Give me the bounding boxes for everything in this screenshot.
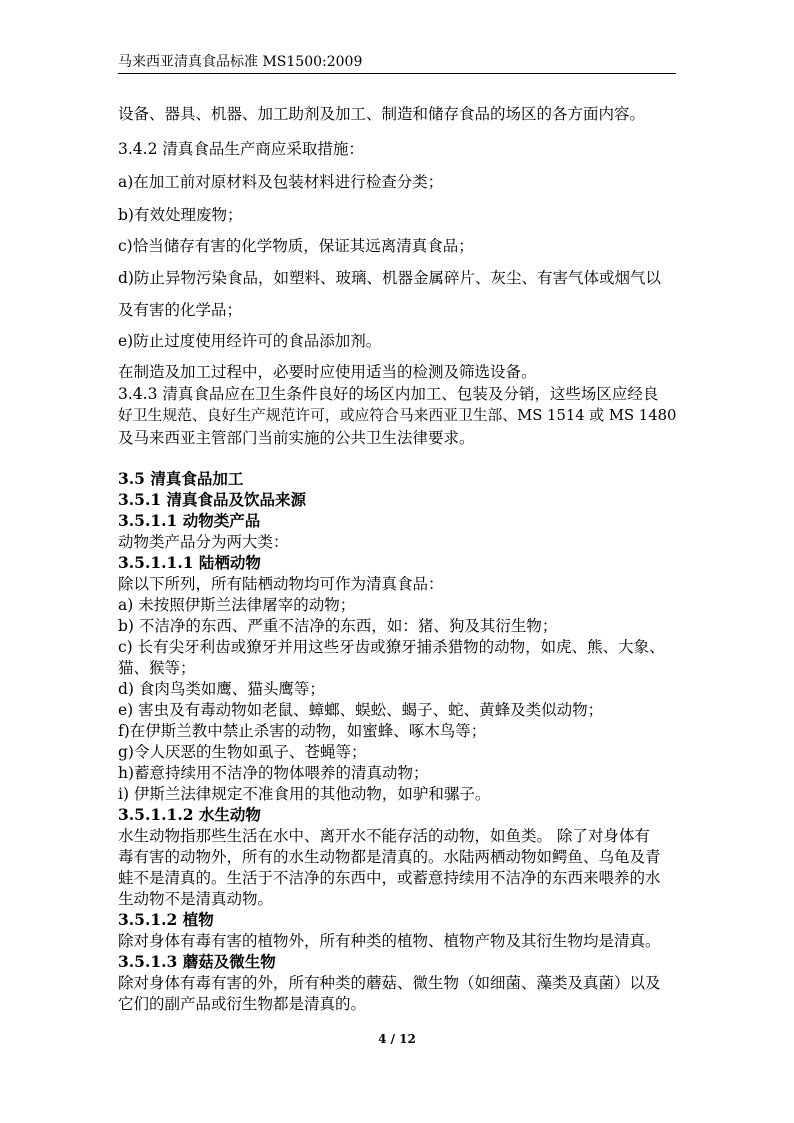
paragraph-line: 好卫生规范、良好生产规范许可，或应符合马来西亚卫生部、MS 1514 或 MS 1480	[118, 407, 677, 424]
heading-3-5-1: 3.5.1 清真食品及饮品来源	[118, 490, 307, 509]
list-item: c)恰当储存有害的化学物质，保证其远离清真食品；	[118, 237, 474, 255]
list-item: d) 食肉鸟类如鹰、猫头鹰等；	[118, 680, 325, 698]
list-item-continuation: 猫、猴等；	[118, 659, 196, 677]
heading-3-5-1-1-2: 3.5.1.1.2 水生动物	[118, 805, 261, 824]
paragraph-line: 设备、器具、机器、加工助剂及加工、制造和储存食品的场区的各方面内容。	[118, 105, 646, 123]
paragraph-line: 除对身体有毒有害的外，所有种类的蘑菇、微生物（如细菌、藻类及真菌）以及	[118, 974, 661, 992]
paragraph-line: 除对身体有毒有害的植物外，所有种类的植物、植物产物及其衍生物均是清真。	[118, 932, 661, 950]
paragraph-line: 蛙不是清真的。生活于不洁净的东西中，或蓄意持续用不洁净的东西来喂养的水	[118, 869, 661, 887]
list-item-continuation: 及有害的化学品；	[118, 301, 243, 319]
list-item: g)令人厌恶的生物如虱子、苍蝇等；	[118, 743, 367, 761]
paragraph-line: 除以下所列，所有陆栖动物均可作为清真食品：	[118, 575, 444, 593]
paragraph-line: 及马来西亚主管部门当前实施的公共卫生法律要求。	[118, 429, 475, 447]
list-item: e)防止过度使用经许可的食品添加剂。	[118, 332, 382, 350]
list-item: i) 伊斯兰法律规定不准食用的其他动物，如驴和骡子。	[118, 785, 491, 803]
section-line-3-4-2: 3.4.2 清真食品生产商应采取措施：	[118, 140, 364, 158]
paragraph-line: 动物类产品分为两大类：	[118, 533, 289, 551]
heading-3-5-1-3: 3.5.1.3 蘑菇及微生物	[118, 952, 276, 971]
heading-3-5-1-2: 3.5.1.2 植物	[118, 910, 214, 929]
list-item: b)有效处理废物；	[118, 206, 243, 224]
list-item: a) 未按照伊斯兰法律屠宰的动物；	[118, 596, 356, 614]
paragraph-line: 毒有害的动物外，所有的水生动物都是清真的。水陆两栖动物如鳄鱼、乌龟及青	[118, 848, 661, 866]
page-header: 马来西亚清真食品标准 MS1500:2009	[118, 54, 363, 70]
header-divider	[118, 73, 676, 74]
list-item: b) 不洁净的东西、严重不洁净的东西，如：猪、狗及其衍生物；	[118, 617, 558, 635]
heading-3-5-1-1: 3.5.1.1 动物类产品	[118, 511, 261, 530]
heading-3-5: 3.5 清真食品加工	[118, 469, 244, 488]
paragraph-line: 它们的副产品或衍生物都是清真的。	[118, 995, 367, 1013]
list-item: f)在伊斯兰教中禁止杀害的动物，如蜜蜂、啄木鸟等；	[118, 722, 487, 740]
page-number: 4 / 12	[378, 1032, 416, 1046]
paragraph-line: 生动物不是清真动物。	[118, 890, 274, 908]
list-item: h)蓄意持续用不洁净的物体喂养的清真动物；	[118, 764, 429, 782]
list-item: d)防止异物污染食品，如塑料、玻璃、机器金属碎片、灰尘、有害气体或烟气以	[118, 269, 661, 287]
heading-3-5-1-1-1: 3.5.1.1.1 陆栖动物	[118, 553, 261, 572]
section-line-3-4-3: 3.4.3 清真食品应在卫生条件良好的场区内加工、包装及分销，这些场区应经良	[118, 385, 659, 403]
paragraph-line: 水生动物指那些生活在水中、离开水不能存活的动物，如鱼类。 除了对身体有	[118, 827, 650, 845]
list-item: c) 长有尖牙利齿或獠牙并用这些牙齿或獠牙捕杀猎物的动物，如虎、熊、大象、	[118, 638, 665, 656]
list-item: e) 害虫及有毒动物如老鼠、蟑螂、蜈蚣、蝎子、蛇、黄蜂及类似动物；	[118, 701, 604, 719]
paragraph-line: 在制造及加工过程中，必要时应使用适当的检测及筛选设备。	[118, 363, 537, 381]
list-item: a)在加工前对原材料及包装材料进行检查分类；	[118, 173, 444, 191]
